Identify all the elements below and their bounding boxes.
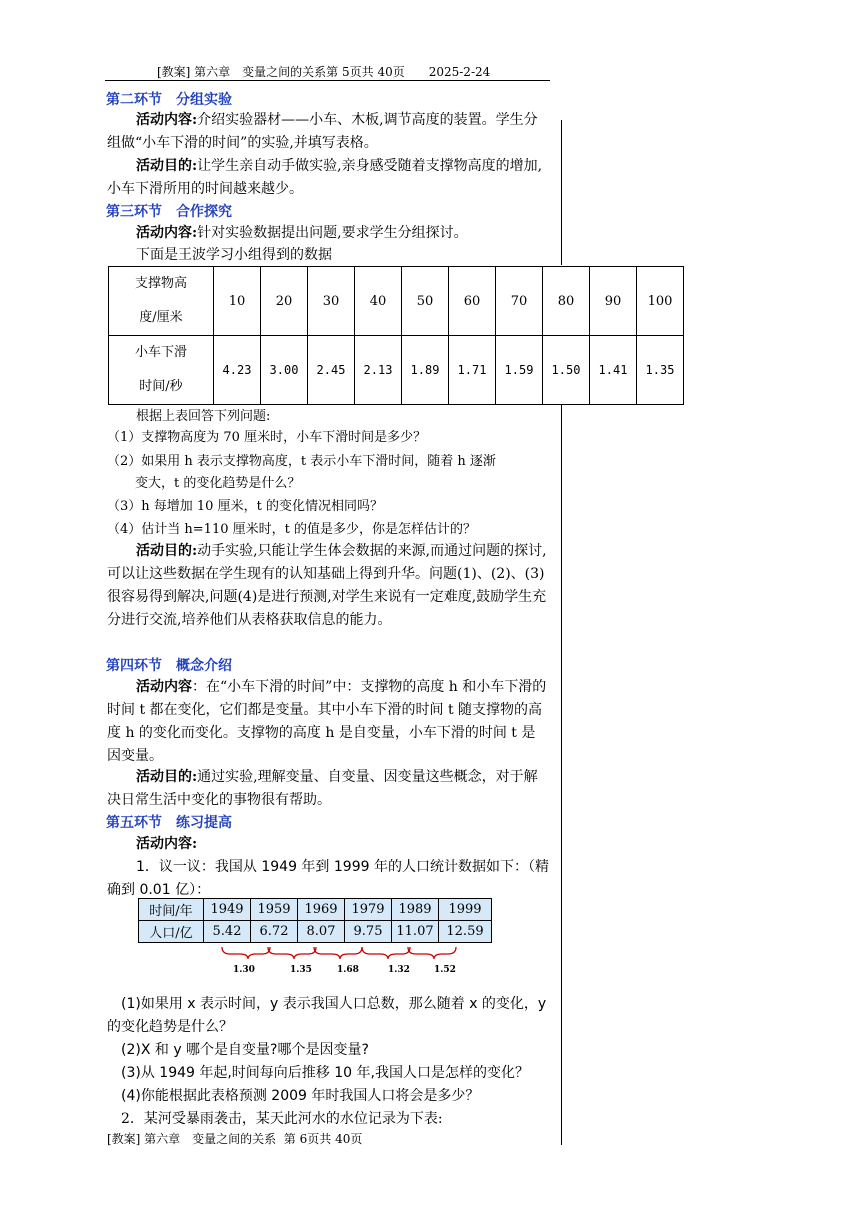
table-header-cell: 人口/亿 (139, 921, 204, 943)
exercise-1-part-3: (3)从 1949 年起,时间每向后推移 10 年,我国人口是怎样的变化？ (121, 1065, 529, 1081)
page-footer: [教案] 第六章 变量之间的关系 第 6页共 40页 (107, 1132, 363, 1146)
table-cell: 1.50 (543, 336, 590, 405)
table-cell: 40 (355, 267, 402, 336)
table-cell: 80 (543, 267, 590, 336)
activity-purpose-text: 通过实验,理解变量、自变量、因变量这些概念，对于解决日常生活中变化的事物很有帮助。 (107, 769, 538, 808)
section-3-title: 第三环节 合作探究 (106, 204, 232, 220)
table-header-cell: 支撑物高 度/厘米 (109, 267, 214, 336)
activity-content-text: 介绍实验器材——小车、木板,调节高度的装置。学生分组做“小车下滑的时间”的实验,并填写表格。 (107, 112, 538, 151)
section-4-title: 第四环节 概念介绍 (106, 658, 232, 674)
activity-content-label: 活动内容: (136, 836, 198, 852)
table-cell: 2.13 (355, 336, 402, 405)
difference-label: 1.35 (290, 965, 312, 975)
table-cell: 70 (496, 267, 543, 336)
table-cell: 100 (637, 267, 684, 336)
section-2-title: 第二环节 分组实验 (106, 92, 232, 108)
table-cell: 20 (261, 267, 308, 336)
brace-5 (408, 947, 456, 959)
table-cell: 1.89 (402, 336, 449, 405)
activity-content-label: 活动内容: (136, 112, 198, 128)
table-header-cell: 小车下滑 时间/秒 (109, 336, 214, 405)
brace-1 (222, 947, 270, 959)
page-header: [教案] 第六章 变量之间的关系第 5页共 40页 2025-2-24 (157, 65, 491, 79)
table-cell: 60 (449, 267, 496, 336)
exercise-1-part-4: (4)你能根据此表格预测 2009 年时我国人口将会是多少？ (121, 1088, 480, 1104)
activity-purpose-label: 活动目的: (136, 769, 198, 785)
brace-3 (314, 947, 362, 959)
table-row (109, 336, 684, 405)
table-cell: 11.07 (392, 921, 439, 943)
table-cell: 4.23 (214, 336, 261, 405)
activity-content-label: 活动内容 (136, 679, 192, 695)
table-cell: 1949 (204, 899, 251, 921)
question-2: （2）如果用 h 表示支撑物高度，t 表示小车下滑时间，随着 h 逐渐 (107, 454, 496, 469)
table-cell: 90 (590, 267, 637, 336)
table-cell: 12.59 (439, 921, 492, 943)
table-cell: 5.42 (204, 921, 251, 943)
exercise-1: 1．议一议：我国从 1949 年到 1999 年的人口统计数据如下：（精确到 0.01 亿）： (107, 859, 549, 898)
section-4-purpose (107, 766, 549, 812)
margin-line-top (561, 120, 562, 265)
table-row (109, 267, 684, 336)
activity-content-text: 针对实验数据提出问题,要求学生分组探讨。 (197, 225, 468, 241)
section-3-purpose (107, 540, 549, 632)
table-cell: 3.00 (261, 336, 308, 405)
difference-label: 1.32 (388, 965, 410, 975)
exercise-1-part-1: (1)如果用 x 表示时间，y 表示我国人口总数，那么随着 x 的变化，y 的变化趋势是什么？ (107, 996, 547, 1035)
table-cell: 1.59 (496, 336, 543, 405)
table-cell: 30 (308, 267, 355, 336)
section-2-content (107, 109, 549, 155)
activity-content-text: ：在“小车下滑的时间”中：支撑物的高度 h 和小车下滑的时间 t 都在变化，它们都是变量。其中小车下滑的时间 t 随支撑物的高度 h 的变化而变化。支撑物的高度 h 是自变量，小车下滑的时间 t 是因变量。 (107, 679, 547, 764)
section-5-title: 第五环节 练习提高 (106, 815, 232, 831)
question-1: （1）支撑物高度为 70 厘米时，小车下滑时间是多少？ (107, 430, 427, 445)
question-2-cont: 变大，t 的变化趋势是什么？ (135, 476, 301, 491)
exercise-2: 2．某河受暴雨袭击，某天此河水的水位记录为下表: (121, 1111, 443, 1127)
table-cell: 50 (402, 267, 449, 336)
section-4-content (107, 676, 549, 768)
table-cell: 10 (214, 267, 261, 336)
table-cell: 1969 (298, 899, 345, 921)
activity-purpose-label: 活动目的: (136, 158, 198, 174)
table-row (139, 899, 492, 921)
table-cell: 1.41 (590, 336, 637, 405)
table-cell: 1959 (251, 899, 298, 921)
section-3-content (107, 222, 549, 245)
table-cell: 1.35 (637, 336, 684, 405)
section-2-purpose (107, 155, 549, 201)
question-intro: 根据上表回答下列问题: (136, 409, 271, 424)
question-3: （3）h 每增加 10 厘米，t 的变化情况相同吗？ (107, 499, 383, 514)
table-cell: 8.07 (298, 921, 345, 943)
experiment-table (108, 266, 684, 405)
table-cell: 1979 (345, 899, 392, 921)
difference-label: 1.68 (337, 965, 359, 975)
difference-label: 1.30 (233, 965, 255, 975)
difference-label: 1.52 (434, 965, 456, 975)
population-table (138, 898, 492, 943)
activity-purpose-text: 动手实验,只能让学生体会数据的来源,而通过问题的探讨,可以让这些数据在学生现有的认知基础上得到升华。问题(1)、(2)、(3)很容易得到解决,问题(4)是进行预测,对学生来说有一定难度,鼓励学生充分进行交流,培养他们从表格获取信息的能力。 (107, 543, 547, 628)
table-cell: 1999 (439, 899, 492, 921)
table-row (139, 921, 492, 943)
brace-4 (362, 947, 410, 959)
question-4: （4）估计当 h=110 厘米时，t 的值是多少，你是怎样估计的？ (107, 522, 476, 537)
activity-purpose-text: 让学生亲自动手做实验,亲身感受随着支撑物高度的增加,小车下滑所用的时间越来越少。 (107, 158, 543, 197)
table-cell: 1989 (392, 899, 439, 921)
table-cell: 9.75 (345, 921, 392, 943)
exercise-1-part-2: (2)X 和 y 哪个是自变量?哪个是因变量? (121, 1042, 369, 1058)
header-rule (105, 80, 550, 81)
table-cell: 1.71 (449, 336, 496, 405)
brace-2 (268, 947, 316, 959)
activity-content-label: 活动内容: (136, 225, 198, 241)
table-cell: 2.45 (308, 336, 355, 405)
table-cell: 6.72 (251, 921, 298, 943)
table-intro: 下面是王波学习小组得到的数据 (136, 247, 332, 263)
activity-purpose-label: 活动目的: (136, 543, 198, 559)
margin-line-bottom (561, 404, 562, 1145)
table-header-cell: 时间/年 (139, 899, 204, 921)
